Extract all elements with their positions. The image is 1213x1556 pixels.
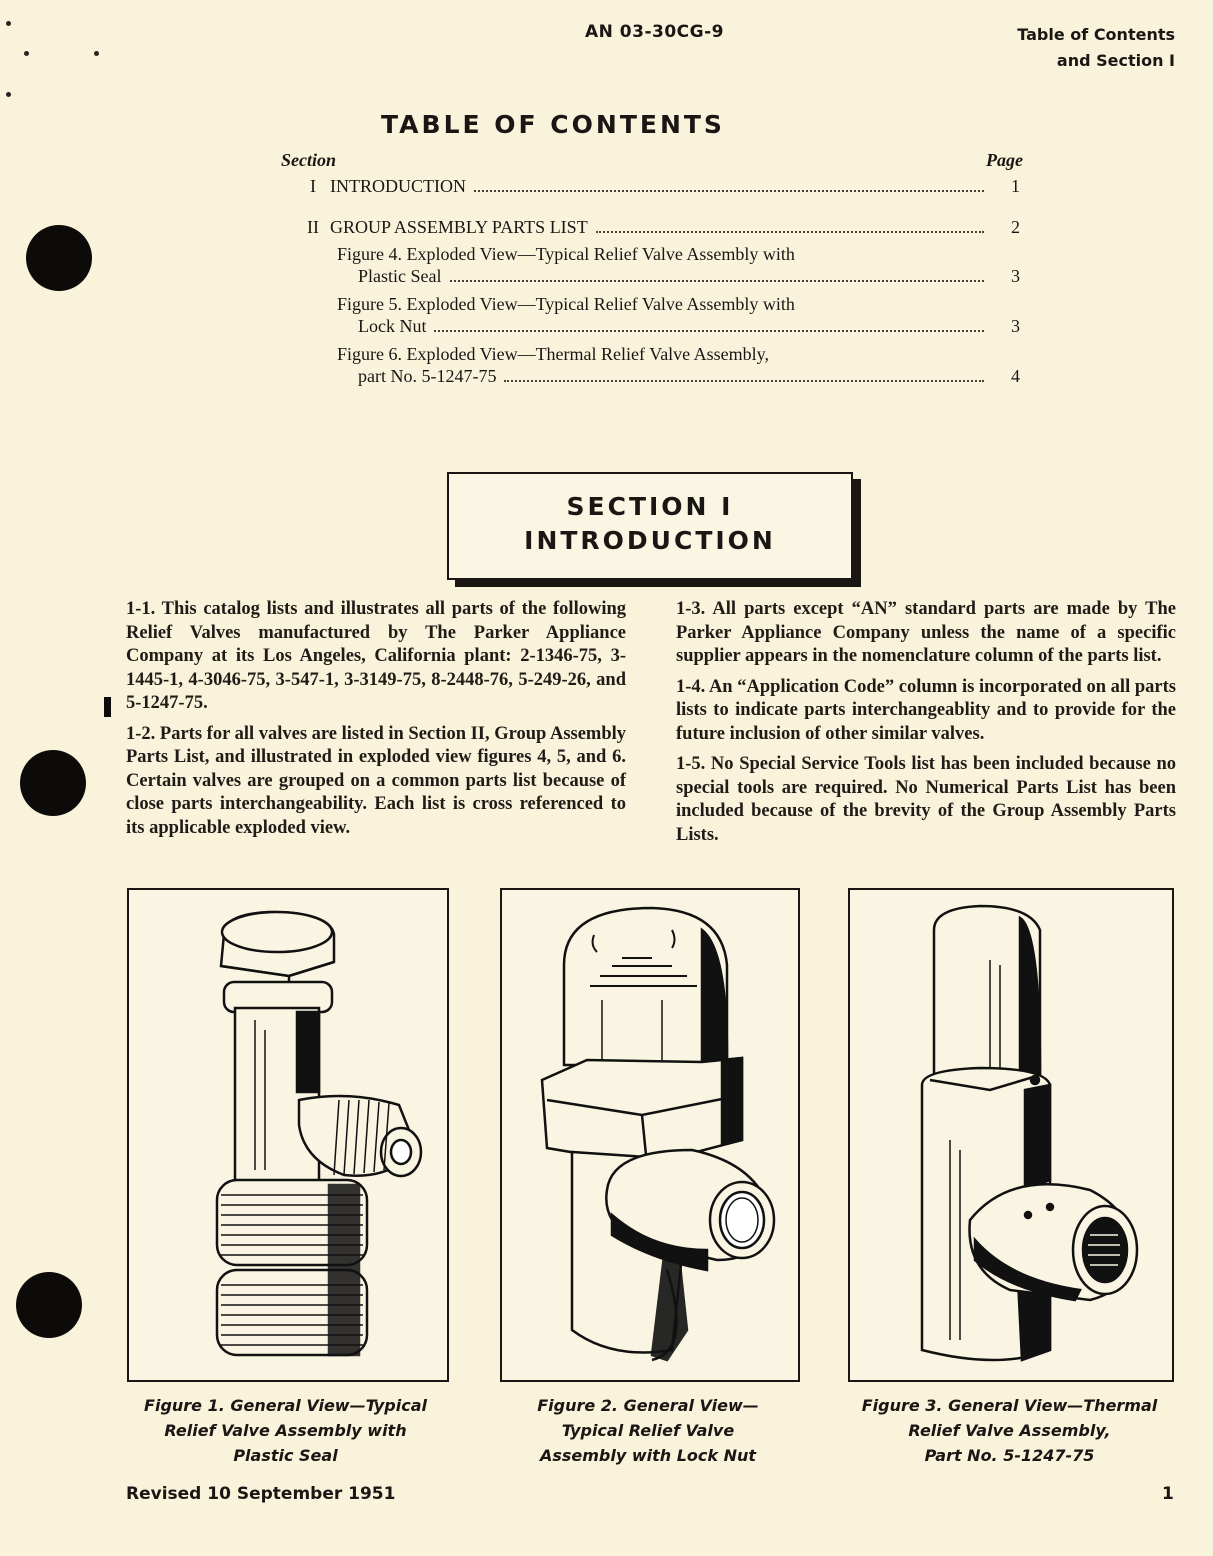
scan-speck [24, 51, 29, 56]
paragraph-1-3: 1-3. All parts except “AN” standard parts are made by The Parker Appliance Company unless the name of a specific supplier appears in the nomenclature column of the parts list. [676, 599, 1176, 666]
figure-2-illustration [500, 888, 800, 1382]
toc-figure-page: 3 [1011, 316, 1020, 336]
toc-figure-5[interactable] [358, 316, 1020, 337]
paragraph-1-2: 1-2. Parts for all valves are listed in Section II, Group Assembly Parts List, and illustrated in exploded view figures 4, 5, and 6. Certain valves are grouped on a common parts list because of close parts interchangeability. Each list is cross referenced to its applicable exploded view. [126, 723, 627, 838]
relief-valve-plastic-seal-icon [129, 890, 447, 1380]
binder-punch-hole [20, 750, 86, 816]
section-number: SECTION I [566, 492, 734, 521]
toc-entry-number: II [307, 217, 319, 237]
paragraph-1-5: 1-5. No Special Service Tools list has been included because no special tools are required. No Numerical Parts List has been included because of the brevity of the Group Assembly Parts Lists. [676, 754, 1176, 845]
toc-figure-6[interactable] [358, 366, 1020, 387]
toc-figure-6-line1[interactable]: Figure 6. Exploded View—Thermal Relief Valve Assembly, [337, 344, 770, 364]
figure-3-caption [832, 1393, 1187, 1468]
binder-punch-hole [26, 225, 92, 291]
right-column [676, 598, 1176, 854]
relief-valve-lock-nut-icon [502, 890, 798, 1380]
figure-1-caption [108, 1393, 463, 1468]
paragraph-1-4: 1-4. An “Application Code” column is incorporated on all parts lists to indicate parts interchangeablity and to provide for the future inclusion of other similar valves. [676, 676, 1176, 744]
scan-speck [6, 21, 11, 26]
caption-line: Figure 1. General View—Typical [144, 1396, 427, 1415]
caption-line: Relief Valve Assembly with [164, 1421, 407, 1440]
toc-figure-4[interactable] [358, 266, 1020, 287]
dot-leader [434, 330, 984, 332]
dot-leader [450, 280, 985, 282]
toc-entry-group-assembly-parts-list[interactable] [296, 217, 1020, 238]
revision-date: Revised 10 September 1951 [126, 1484, 396, 1504]
toc-entry-page: 2 [1011, 217, 1020, 237]
toc-figure-5-line1[interactable]: Figure 5. Exploded View—Typical Relief Valve Assembly with [337, 294, 795, 314]
toc-page-column-label: Page [986, 150, 1023, 170]
dot-leader [504, 380, 984, 382]
binder-punch-hole [16, 1272, 82, 1338]
caption-line: Relief Valve Assembly, [908, 1421, 1111, 1440]
toc-entry-page: 1 [1011, 176, 1020, 196]
scan-speck [6, 92, 11, 97]
toc-entry-introduction[interactable] [296, 176, 1020, 197]
running-header [1017, 22, 1175, 74]
caption-line: Figure 2. General View— [537, 1396, 759, 1415]
caption-line: Figure 3. General View—Thermal [861, 1396, 1158, 1415]
toc-figure-title: part No. 5-1247-75 [358, 366, 497, 386]
section-heading-box [447, 472, 853, 580]
toc-entry-title: GROUP ASSEMBLY PARTS LIST [330, 217, 588, 237]
toc-figure-page: 4 [1011, 366, 1020, 386]
section-title: INTRODUCTION [524, 526, 776, 555]
caption-line: Plastic Seal [233, 1446, 338, 1465]
toc-section-column-label: Section [281, 150, 337, 170]
revision-change-bar [104, 697, 111, 717]
thermal-relief-valve-icon [850, 890, 1172, 1380]
toc-figure-title: Plastic Seal [358, 266, 442, 286]
toc-figure-4-line1[interactable]: Figure 4. Exploded View—Typical Relief Valve Assembly with [337, 244, 795, 264]
caption-line: Assembly with Lock Nut [539, 1446, 757, 1465]
toc-title: TABLE OF CONTENTS [381, 110, 725, 139]
running-header-line1: Table of Contents [1017, 25, 1175, 44]
running-header-line2: and Section I [1056, 51, 1175, 70]
figure-1-illustration [127, 888, 449, 1382]
left-column [126, 598, 626, 847]
figure-2-caption [478, 1393, 818, 1468]
toc-figure-title: Lock Nut [358, 316, 427, 336]
scan-speck [94, 51, 99, 56]
paragraph-1-1: 1-1. This catalog lists and illustrates all parts of the following Relief Valves manufactured by The Parker Appliance Company at its Los Angeles, California plant: 2-1346-75, 3-1445-1, 4-3046-75, 3-547-1, 3-3149-75, 8-2448-76, 5-249-26, and 5-1247-75. [126, 599, 626, 713]
dot-leader [596, 231, 984, 233]
toc-entry-number: I [310, 176, 316, 196]
toc-entry-title: INTRODUCTION [330, 176, 466, 196]
toc-figure-page: 3 [1011, 266, 1020, 286]
document-number: AN 03-30CG-9 [585, 22, 724, 42]
page-number: 1 [1162, 1484, 1174, 1504]
caption-line: Part No. 5-1247-75 [924, 1446, 1095, 1465]
figure-3-illustration [848, 888, 1174, 1382]
dot-leader [474, 190, 984, 192]
caption-line: Typical Relief Valve [561, 1421, 735, 1440]
